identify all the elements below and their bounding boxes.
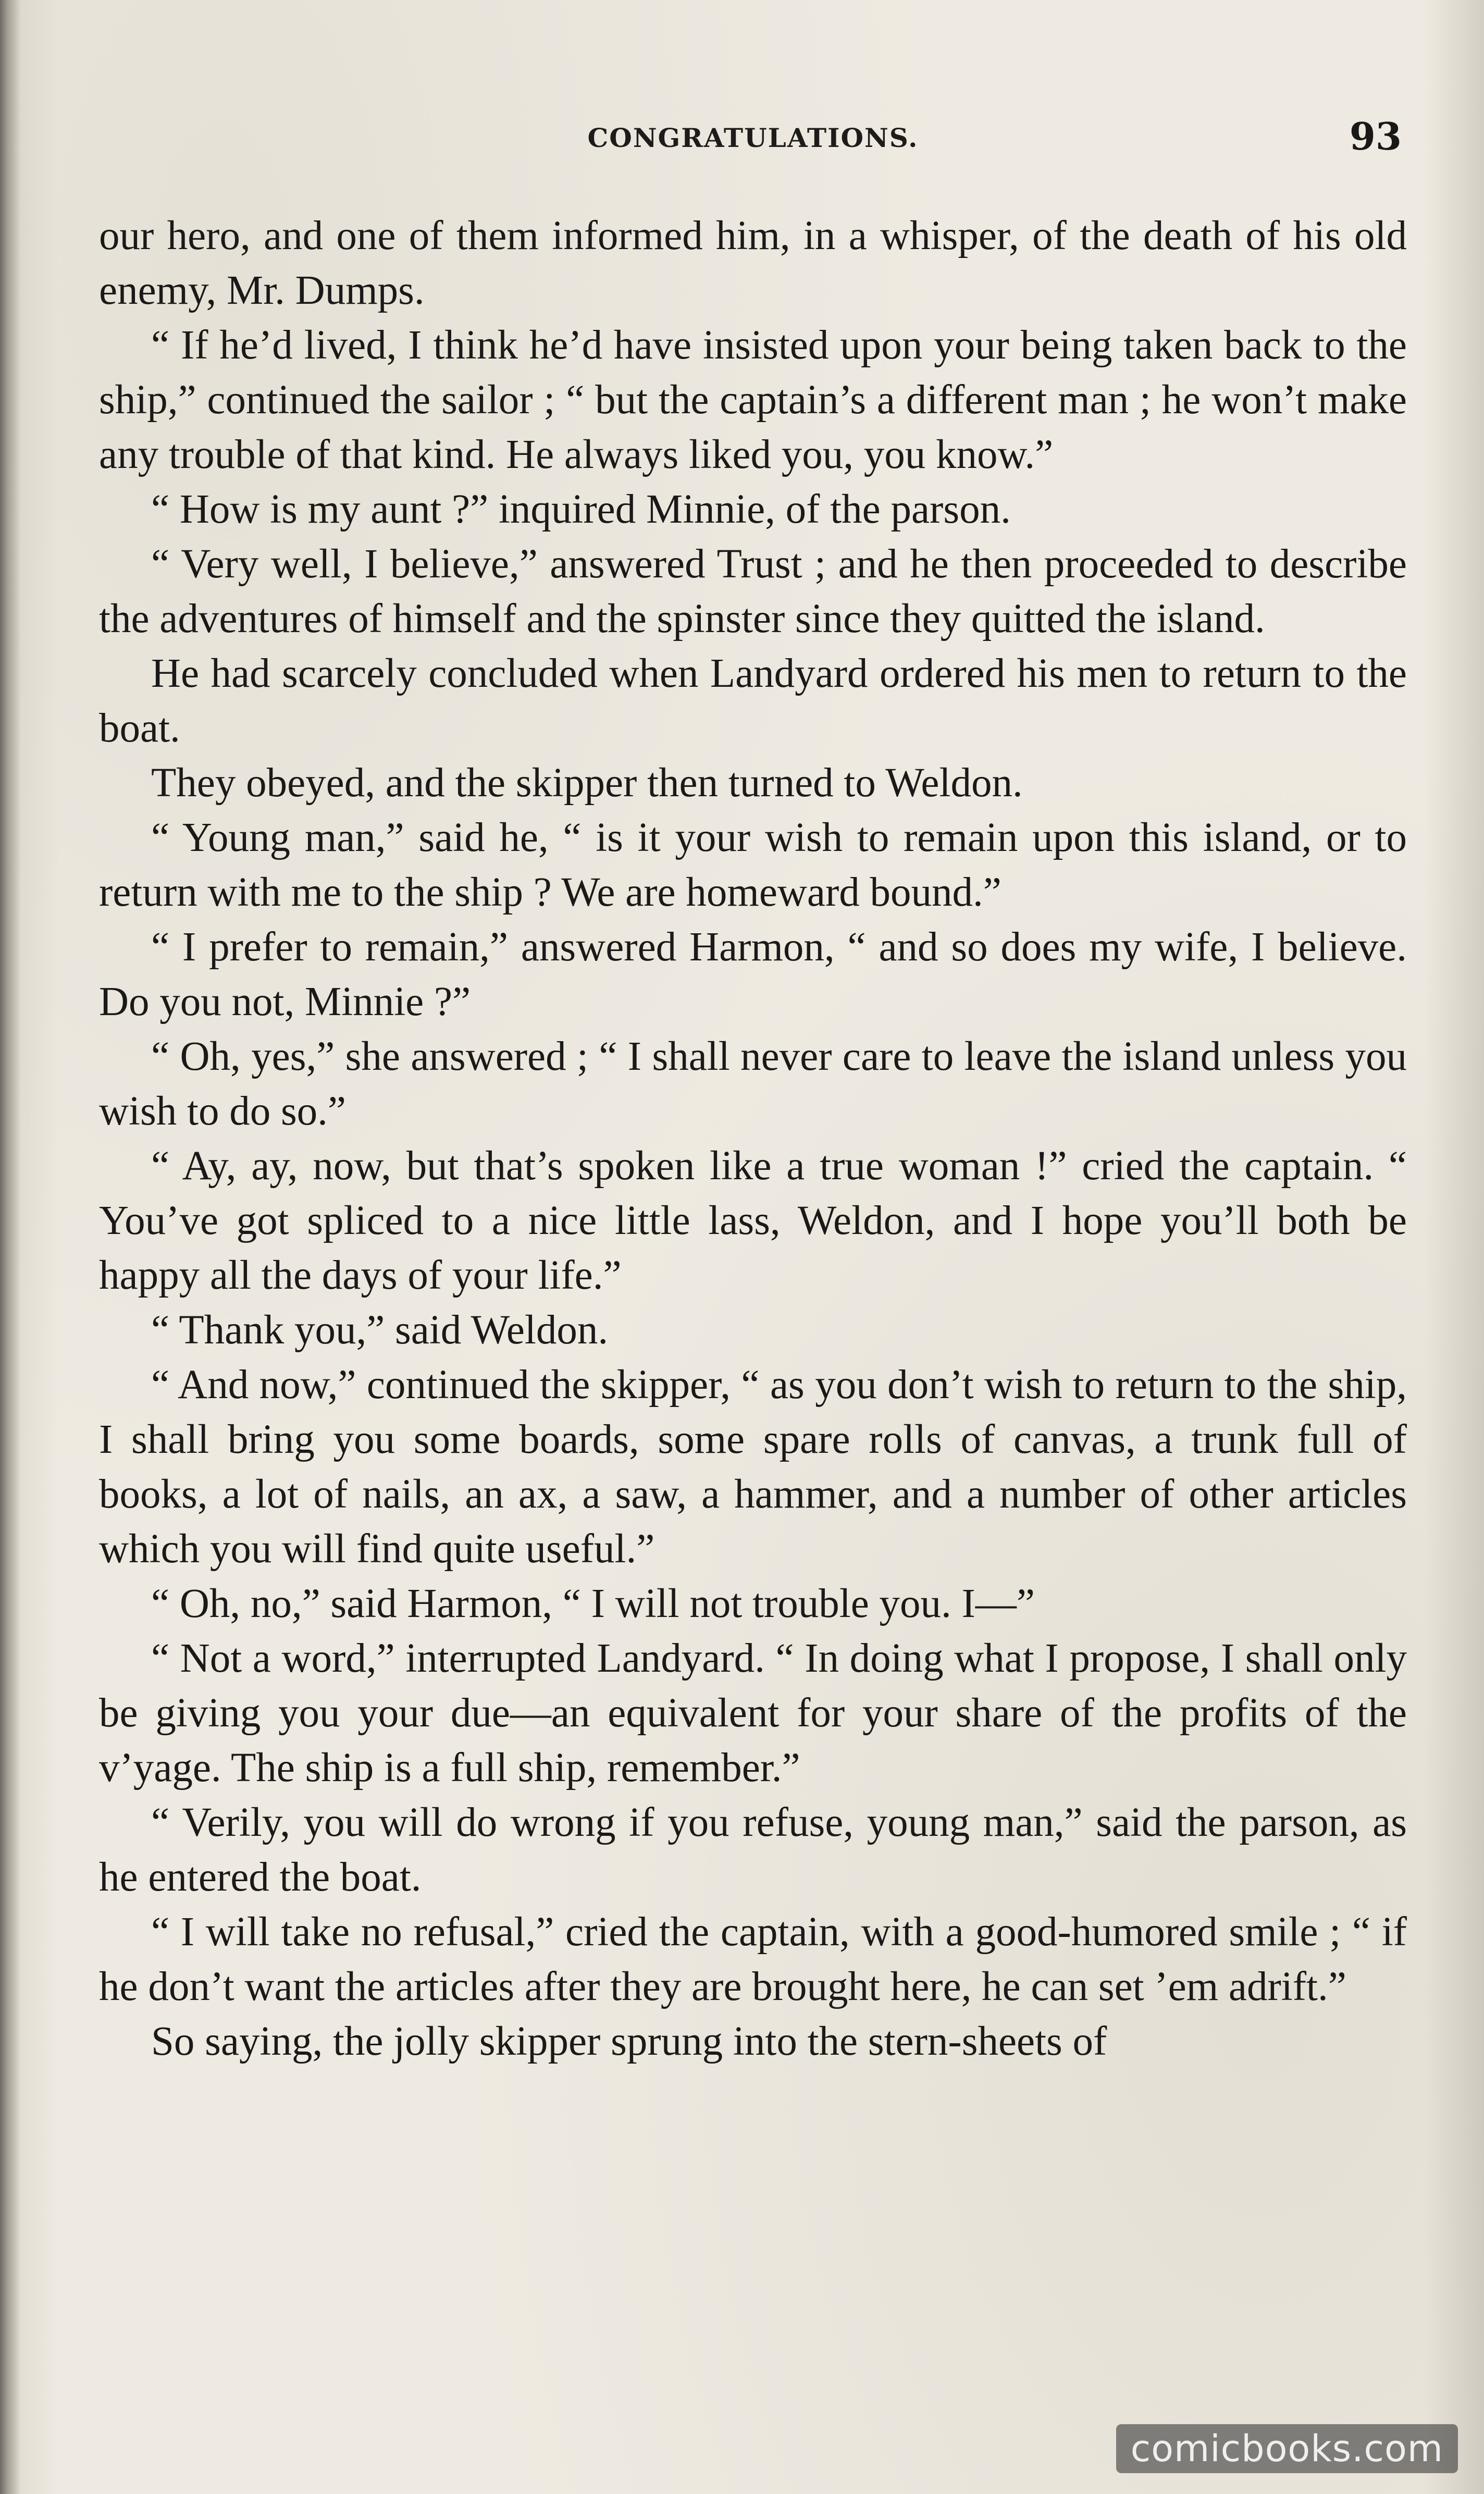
page-number: 93 — [1349, 114, 1402, 158]
paragraph-10: “ Ay, ay, now, but that’s spoken like a true woman !” cried the captain. “ You’ve got spliced to a nice little lass, Weldon, and I hope you’ll both be happy all the days of your life.” — [99, 1143, 1407, 1298]
paragraph-14: “ Not a word,” interrupted Landyard. “ In doing what I propose, I shall only be giving you your due—an equivalent for your share of the profits of the v’yage. The ship is a full ship, remember.” — [99, 1636, 1407, 1791]
paragraph-17: So saying, the jolly skipper sprung into the stern-sheets of — [151, 2019, 1107, 2064]
paragraph-4: “ Very well, I believe,” answered Trust ; and he then proceeded to describe the adventures of himself and the spinster since they quitted the island. — [99, 541, 1407, 641]
paragraph-9: “ Oh, yes,” she answered ; “ I shall never care to leave the island unless you wish to do so.” — [99, 1034, 1407, 1134]
page-binding-edge — [0, 0, 21, 2494]
paragraph-15: “ Verily, you will do wrong if you refuse, young man,” said the parson, as he entered the boat. — [99, 1800, 1407, 1900]
paragraph-6: They obeyed, and the skipper then turned to Weldon. — [151, 760, 1023, 806]
paragraph-8: “ I prefer to remain,” answered Harmon, “ and so does my wife, I believe. Do you not, Minnie ?” — [99, 924, 1407, 1024]
paragraph-11: “ Thank you,” said Weldon. — [151, 1307, 609, 1353]
paragraph-12: “ And now,” continued the skipper, “ as you don’t wish to return to the ship, I shall bring you some boards, some spare rolls of canvas, a trunk full of books, a lot of nails, an ax, a saw, a hammer, and a number of other articles which you will find quite useful.” — [99, 1362, 1407, 1572]
source-watermark: comicbooks.com — [1116, 2424, 1458, 2473]
paragraph-13: “ Oh, no,” said Harmon, “ I will not trouble you. I—” — [151, 1581, 1035, 1626]
paragraph-1: our hero, and one of them informed him, in a whisper, of the death of his old enemy, Mr. Dumps. — [99, 213, 1407, 313]
paragraph-2: “ If he’d lived, I think he’d have insisted upon your being taken back to the ship,” continued the sailor ; “ but the captain’s a different man ; he won’t make any trouble of that kind. He always liked you, you know.” — [99, 323, 1407, 477]
paragraph-5: He had scarcely concluded when Landyard ordered his men to return to the boat. — [99, 651, 1407, 751]
running-head — [99, 112, 1407, 175]
paragraph-3: “ How is my aunt ?” inquired Minnie, of the parson. — [151, 487, 1011, 532]
body-text — [99, 208, 1407, 2069]
paragraph-7: “ Young man,” said he, “ is it your wish to remain upon this island, or to return with me to the ship ? We are homeward bound.” — [99, 815, 1407, 915]
paragraph-16: “ I will take no refusal,” cried the captain, with a good-humored smile ; “ if he don’t want the articles after they are brought here, he can set ’em adrift.” — [99, 1909, 1407, 2009]
running-head-title: CONGRATULATIONS. — [587, 122, 919, 153]
